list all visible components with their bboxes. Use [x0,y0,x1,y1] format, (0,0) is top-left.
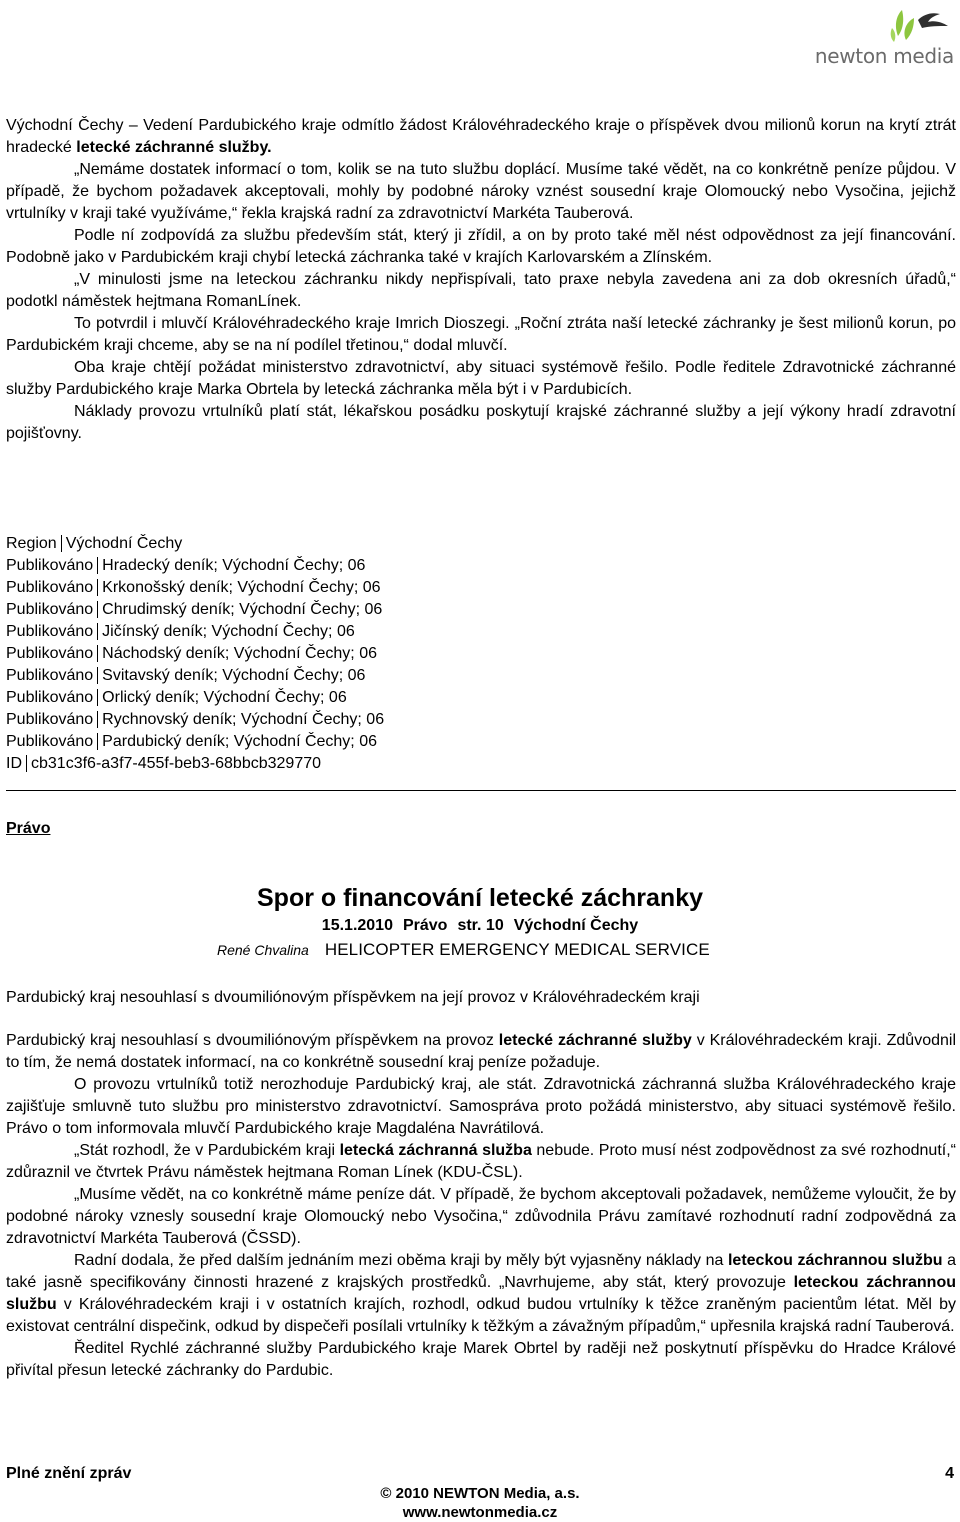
article1-body [6,115,956,445]
article2-page: str. 10 [457,917,504,934]
article2-paragraph: „Stát rozhodl, že v Pardubickém kraji letecká záchranná služba nebude. Proto musí nést zodpovědnost za své rozhodnutí,“ zdůraznil ve čtvrtek Právu náměstek hejtmana Roman Línek (KDU-ČSL). [6,1142,956,1181]
article1-paragraph: Podle ní zodpovídá za službu především stát, který ji zřídil, a on by proto také měl nést odpovědnost za její financování. Podobně jako v Pardubickém kraji chybí letecká záchranka také v krajích Karlovarském a Zlínském. [6,227,956,266]
meta-row: Publikováno Rychnovský deník; Východní Čechy; 06 [6,711,385,728]
article2-region: Východní Čechy [513,917,639,934]
article2-body [6,1030,956,1382]
article2-paragraph: „Musíme vědět, na co konkrétně máme peníze dát. V případě, že bychom akceptovali požadavek, nemůžeme vyloučit, že by podobné nároky vznesly sousední kraje Olomoucký nebo Vysočina,“ zdůvodnila Právu zamítavé rozhodnutí radní zodpovědná za zdravotnictví Markéta Tauberová (ČSSD). [6,1186,956,1247]
article2-paragraph: Radní dodala, že před dalším jednáním mezi oběma kraji by měly být vyjasněny náklady na leteckou záchrannou službu a také jasně specifikovány činnosti hrazené z krajských prostředků. „Navrhujeme, aby stát, který provozuje leteckou záchrannou službu v Královéhradeckém kraji i v ostatních krajích, rozhodl, odkud budou vrtulníky k těžce zraněným pacientům létat. Měl by existovat centrální dispečink, odkud by dispečeři posílali vrtulníky k těžkým a závažným případům,“ upřesnila krajská radní Tauberová. [6,1252,957,1335]
footer-url: www.newtonmedia.cz [402,1504,558,1521]
article1-paragraph: Oba kraje chtějí požádat ministerstvo zdravotnictví, aby situaci systémově řešilo. Podle ředitele Zdravotnické záchranné služby Pardubického kraje Marka Obrtela by letecká záchranka měla být i v Pardubicích. [6,359,956,398]
footer-copyright [0,1484,960,1522]
meta-row: Publikováno Chrudimský deník; Východní Čechy; 06 [6,601,383,618]
article1-metadata [6,533,384,775]
article2-lead: Pardubický kraj nesouhlasí s dvoumiliónovým příspěvkem na její provoz v Královéhradeckém kraji [6,989,700,1006]
article2-paragraph: Pardubický kraj nesouhlasí s dvoumiliónovým příspěvkem na provoz letecké záchranné služby v Královéhradeckém kraji. Zdůvodnil to tím, že nemá dostatek informací, na co konkrétně sousední kraj peníze požaduje. [6,1032,956,1071]
article2-subhead: HELICOPTER EMERGENCY MEDICAL SERVICE [324,940,710,959]
meta-row: Publikováno Jičínský deník; Východní Čechy; 06 [6,623,355,640]
section-label: Právo [6,820,51,837]
article1-paragraph: Východní Čechy – Vedení Pardubického kraje odmítlo žádost Královéhradeckého kraje o příspěvek dvou milionů korun na krytí ztrát hradecké letecké záchranné služby. [6,117,956,156]
article1-paragraph: Náklady provozu vrtulníků platí stát, lékařskou posádku poskytují krajské záchranné služby a její výkony hradí zdravotní pojišťovny. [6,403,956,442]
newton-media-logo [814,6,954,68]
article2-paragraph: Ředitel Rychlé záchranné služby Pardubického kraje Marek Obrtel by raději než poskytnutí příspěvku do Hradce Králové přivítal přesun letecké záchranky do Pardubic. [6,1340,956,1379]
bird-leaves-icon [888,6,952,46]
logo-wordmark: newton media [814,44,954,68]
article2-author: René Chvalina [217,942,309,958]
page-number: 4 [945,1465,954,1482]
meta-row: Publikováno Svitavský deník; Východní Čechy; 06 [6,667,366,684]
article2-date: 15.1.2010 [321,917,393,934]
section-divider [6,790,956,791]
article1-paragraph: „V minulosti jsme na leteckou záchranku nikdy nepřispívali, tato praxe nebyla zavedena ani za dob okresních úřadů,“ podotkl náměstek hejtmana RomanLínek. [6,271,956,310]
meta-row: Publikováno Náchodský deník; Východní Čechy; 06 [6,645,377,662]
article1-paragraph: „Nemáme dostatek informací o tom, kolik se na tuto službu doplácí. Musíme také vědět, na co konkrétně peníze půjdou. V případě, že bychom požadavek akceptovali, mohly by podobné nároky vznést sousední kraje Olomoucký nebo Vysočina, jejichž vrtulníky v kraji také využíváme,“ řekla krajská radní za zdravotnictví Markéta Tauberová. [6,161,956,222]
footer-label: Plné znění zpráv [6,1465,132,1482]
article2-paragraph: O provozu vrtulníků totiž nerozhoduje Pardubický kraj, ale stát. Zdravotnická záchranná služba Královéhradeckého kraje zajišťuje smluvně tuto službu pro ministerstvo zdravotnictví. Samospráva proto požádá ministerstvo, aby situaci systémově řešilo. Právo o tom informovala mluvčí Pardubického kraje Magdaléna Navrátilová. [6,1076,956,1137]
article2-source: Právo [402,917,448,934]
article2-title: Spor o financování letecké záchranky [257,884,703,912]
article2-byline [217,940,710,960]
meta-row: Publikováno Pardubický deník; Východní Čechy; 06 [6,733,377,750]
meta-row: ID cb31c3f6-a3f7-455f-beb3-68bbcb329770 [6,755,322,772]
meta-row: Publikováno Krkonošský deník; Východní Čechy; 06 [6,579,381,596]
meta-row: Publikováno Orlický deník; Východní Čechy; 06 [6,689,347,706]
copyright-text: © 2010 NEWTON Media, a.s. [380,1485,580,1502]
meta-row: Region Východní Čechy [6,535,183,552]
meta-row: Publikováno Hradecký deník; Východní Čechy; 06 [6,557,366,574]
article1-paragraph: To potvrdil i mluvčí Královéhradeckého kraje Imrich Dioszegi. „Roční ztráta naší letecké záchranky je šest milionů korun, po Pardubickém kraji chceme, aby se na ní podílel třetinou,“ dodal mluvčí. [6,315,956,354]
article2-dateline [0,917,960,935]
